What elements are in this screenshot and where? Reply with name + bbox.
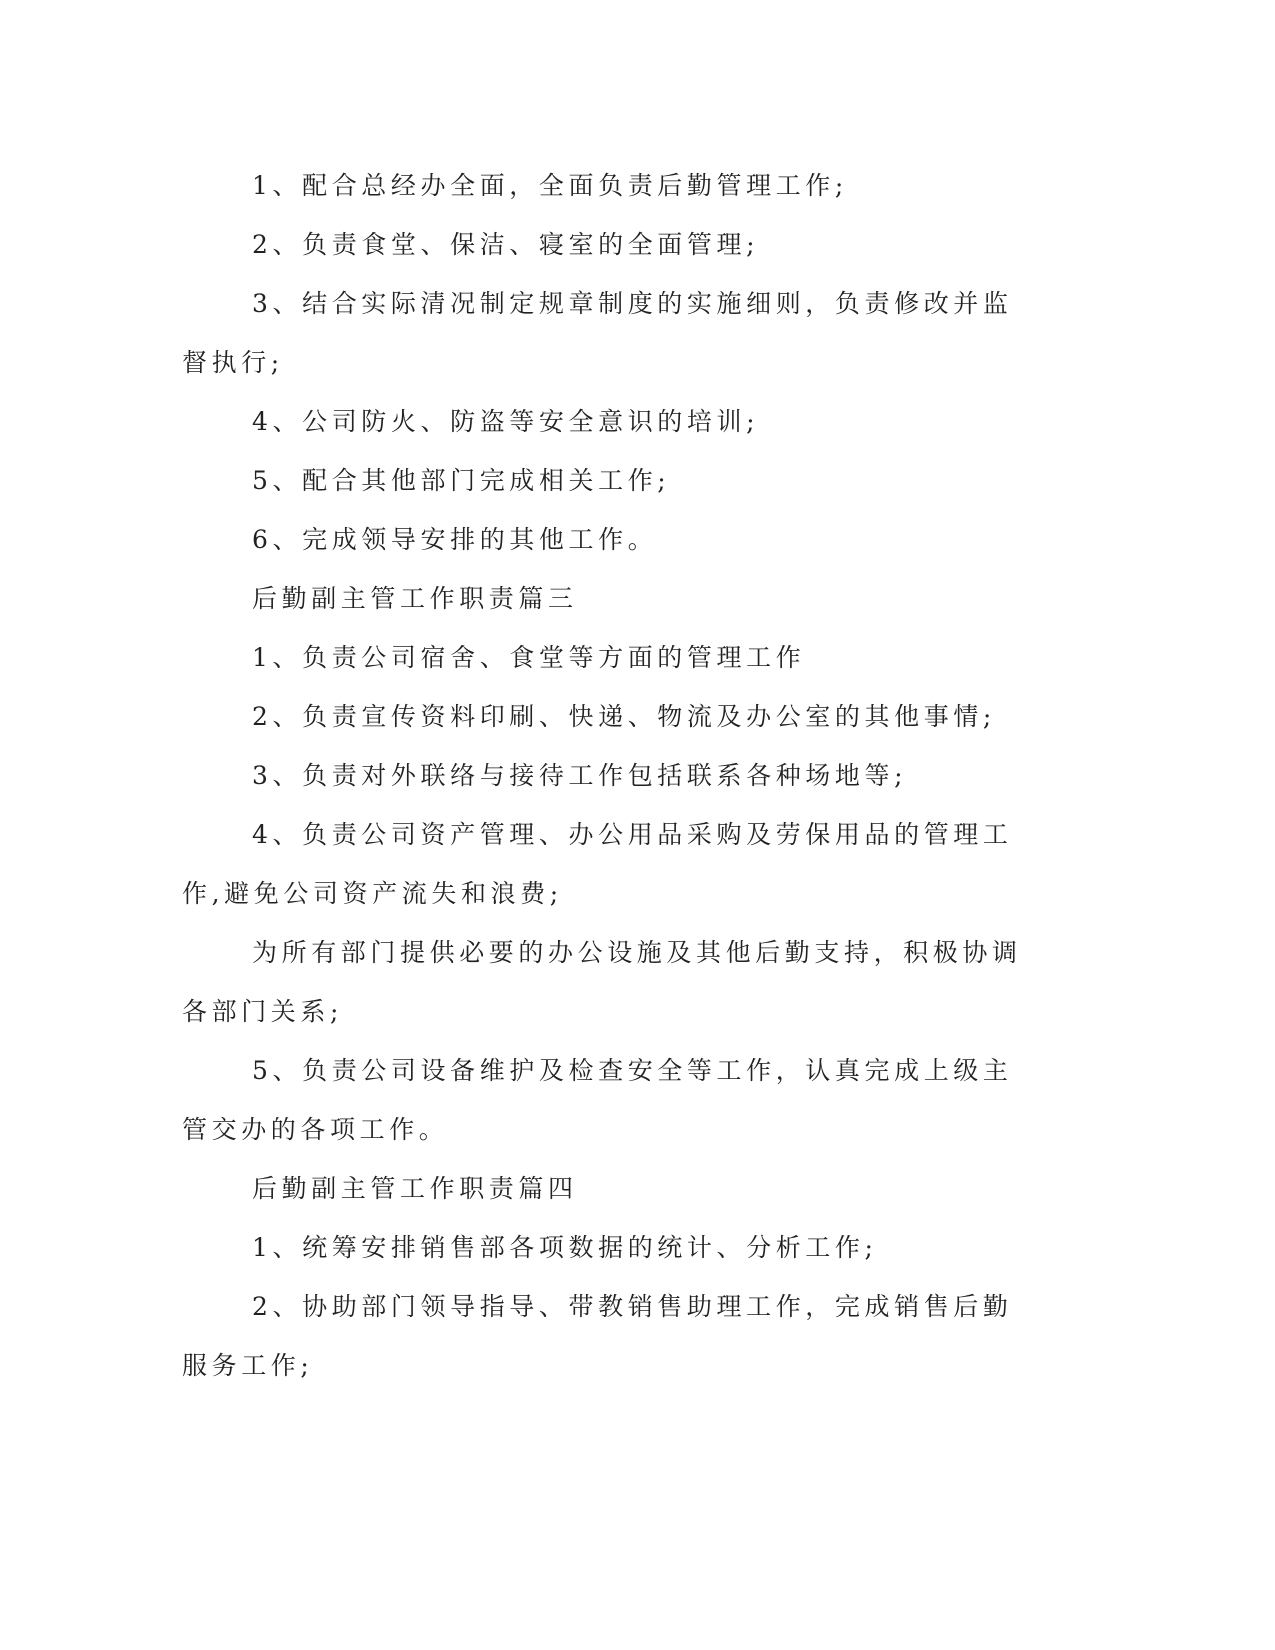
- paragraph-part-three-support: 为所有部门提供必要的办公设施及其他后勤支持，积极协调各部门关系;: [182, 938, 1022, 1026]
- paragraph-part-three-item-2: 2、负责宣传资料印刷、快递、物流及办公室的其他事情;: [252, 702, 996, 731]
- paragraph-part-three-item-1: 1、负责公司宿舍、食堂等方面的管理工作: [252, 643, 806, 672]
- paragraph-duty-6: 6、完成领导安排的其他工作。: [252, 525, 658, 554]
- paragraph-duty-5: 5、配合其他部门完成相关工作;: [252, 466, 671, 495]
- section-heading-part-four: 后勤副主管工作职责篇四: [252, 1174, 578, 1203]
- paragraph-part-three-item-3: 3、负责对外联络与接待工作包括联系各种场地等;: [252, 761, 908, 790]
- paragraph-duty-4: 4、公司防火、防盗等安全意识的培训;: [252, 407, 760, 436]
- paragraph-duty-2: 2、负责食堂、保洁、寝室的全面管理;: [252, 230, 760, 259]
- paragraph-duty-1: 1、配合总经办全面，全面负责后勤管理工作;: [252, 171, 848, 200]
- paragraph-part-three-item-4: 4、负责公司资产管理、办公用品采购及劳保用品的管理工作,避免公司资产流失和浪费;: [182, 820, 1013, 908]
- paragraph-part-four-item-2: 2、协助部门领导指导、带教销售助理工作，完成销售后勤服务工作;: [182, 1292, 1013, 1380]
- section-heading-part-three: 后勤副主管工作职责篇三: [252, 584, 578, 613]
- paragraph-part-four-item-1: 1、统筹安排销售部各项数据的统计、分析工作;: [252, 1233, 878, 1262]
- paragraph-part-three-item-5: 5、负责公司设备维护及检查安全等工作，认真完成上级主管交办的各项工作。: [182, 1056, 1013, 1144]
- paragraph-duty-3: 3、结合实际清况制定规章制度的实施细则，负责修改并监督执行;: [182, 289, 1013, 377]
- document-body: [182, 156, 1032, 1395]
